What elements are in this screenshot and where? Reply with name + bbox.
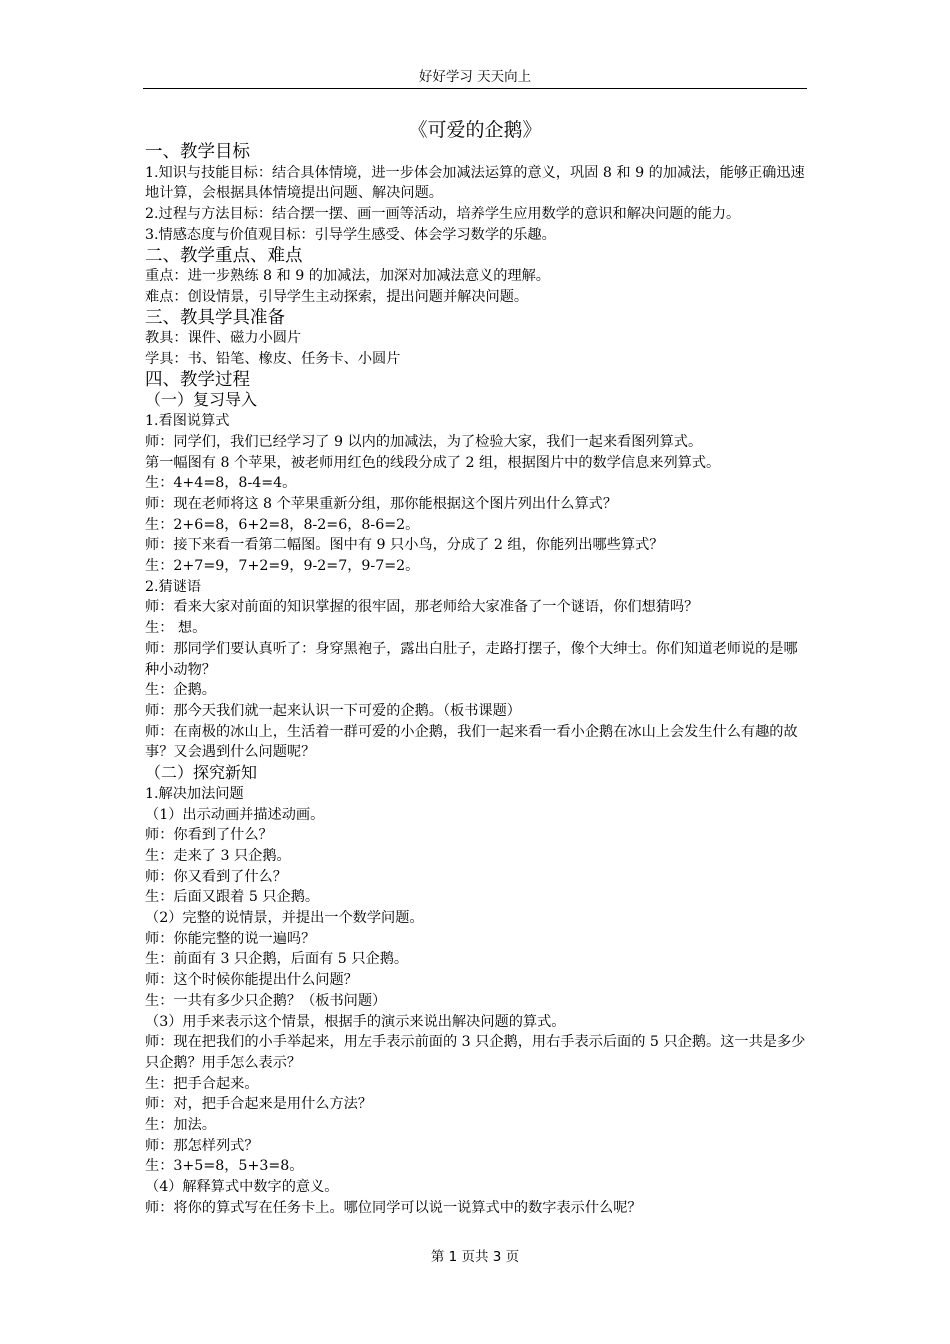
paragraph: 学具：书、铅笔、橡皮、任务卡、小圆片 (145, 351, 401, 368)
paragraph: 师：那同学们要认真听了：身穿黑袍子，露出白肚子，走路打摆子，像个大绅士。你们知道老师说的是哪种小动物？ (145, 640, 798, 678)
paragraph: 生：2+7=9，7+2=9，9-2=7，9-7=2。 (145, 558, 420, 575)
document-body (145, 142, 809, 1219)
paragraph: 师：那今天我们就一起来认识一下可爱的企鹅。（板书课题） (145, 702, 521, 719)
section-heading: 三、教具学具准备 (145, 307, 285, 328)
section-heading: 一、教学目标 (145, 142, 250, 162)
paragraph: 难点：创设情景，引导学生主动探索，提出问题并解决问题。 (145, 288, 529, 305)
paragraph: 1.知识与技能目标：结合具体情境，进一步体会加减法运算的意义，巩固 8 和 9 的加减法，能够正确迅速地计算，会根据具体情境提出问题、解决问题。 (145, 164, 805, 202)
subsection-heading: （二）探究新知 (145, 763, 258, 783)
page-footer: 第 1 页共 3 页 (430, 1249, 520, 1265)
section-heading: 四、教学过程 (145, 369, 250, 390)
paragraph: 师：现在老师将这 8 个苹果重新分组，那你能根据这个图片列出什么算式？ (145, 495, 618, 512)
header-rule (143, 88, 807, 89)
paragraph: 1.看图说算式 (145, 413, 230, 430)
paragraph: 第一幅图有 8 个苹果，被老师用红色的线段分成了 2 组，根据图片中的数学信息来列算式。 (145, 454, 721, 471)
paragraph: 师：在南极的冰山上，生活着一群可爱的小企鹅，我们一起来看一看小企鹅在冰山上会发生什么有趣的故事？又会遇到什么问题呢？ (145, 723, 798, 761)
paragraph: 师：接下来看一看第二幅图。图中有 9 只小鸟，分成了 2 组，你能列出哪些算式？ (145, 537, 664, 554)
paragraph: 师：对，把手合起来是用什么方法？ (145, 1096, 373, 1113)
paragraph: 生：4+4=8，8-4=4。 (145, 475, 297, 492)
paragraph: 2.猜谜语 (145, 578, 202, 595)
paragraph: 2.过程与方法目标：结合摆一摆、画一画等活动，培养学生应用数学的意识和解决问题的能力。 (145, 206, 741, 223)
paragraph: 教具：课件、磁力小圆片 (145, 330, 302, 347)
section-heading: 二、教学重点、难点 (145, 245, 303, 266)
paragraph: （1）出示动画并描述动画。 (145, 806, 325, 823)
paragraph: 生：走来了 3 只企鹅。 (145, 847, 291, 864)
page-header: 好好学习 天天向上 (418, 69, 532, 85)
paragraph: 师：这个时候你能提出什么问题？ (145, 972, 358, 989)
paragraph: （4）解释算式中数字的意义。 (145, 1179, 339, 1196)
paragraph: 生：把手合起来。 (145, 1075, 259, 1092)
paragraph: 师：看来大家对前面的知识掌握的很牢固，那老师给大家准备了一个谜语，你们想猜吗？ (145, 599, 699, 616)
paragraph: 师：你能完整的说一遍吗？ (145, 930, 316, 947)
paragraph: 生：前面有 3 只企鹅，后面有 5 只企鹅。 (145, 951, 409, 968)
paragraph: 生：3+5=8，5+3=8。 (145, 1158, 304, 1175)
paragraph: 师：那怎样列式？ (145, 1137, 259, 1154)
paragraph: 1.解决加法问题 (145, 785, 244, 802)
paragraph: 师：同学们，我们已经学习了 9 以内的加减法，为了检验大家，我们一起来看图列算式。 (145, 433, 703, 450)
paragraph: 3.情感态度与价值观目标：引导学生感受、体会学习数学的乐趣。 (145, 226, 556, 243)
paragraph: 师：你又看到了什么？ (145, 868, 287, 885)
paragraph: 生：2+6=8，6+2=8，8-2=6，8-6=2。 (145, 516, 420, 533)
paragraph: 师：你看到了什么？ (145, 827, 273, 844)
paragraph: （3）用手来表示这个情景，根据手的演示来说出解决问题的算式。 (145, 1013, 566, 1030)
paragraph: （2）完整的说情景，并提出一个数学问题。 (145, 910, 424, 927)
paragraph: 生：加法。 (145, 1117, 216, 1134)
paragraph: 生：企鹅。 (145, 682, 216, 699)
subsection-heading: （一）复习导入 (145, 390, 258, 410)
paragraph: 重点：进一步熟练 8 和 9 的加减法，加深对加减法意义的理解。 (145, 268, 550, 285)
paragraph: 师：将你的算式写在任务卡上。哪位同学可以说一说算式中的数字表示什么呢？ (145, 1199, 642, 1216)
paragraph: 生：一共有多少只企鹅？（板书问题） (145, 992, 387, 1009)
paragraph: 生： 想。 (145, 620, 207, 637)
paragraph: 生：后面又跟着 5 只企鹅。 (145, 889, 320, 906)
paragraph: 师：现在把我们的小手举起来，用左手表示前面的 3 只企鹅，用右手表示后面的 5 只企鹅。这一共是多少只企鹅？用手怎么表示？ (145, 1034, 806, 1071)
document-title: 《可爱的企鹅》 (408, 119, 542, 141)
